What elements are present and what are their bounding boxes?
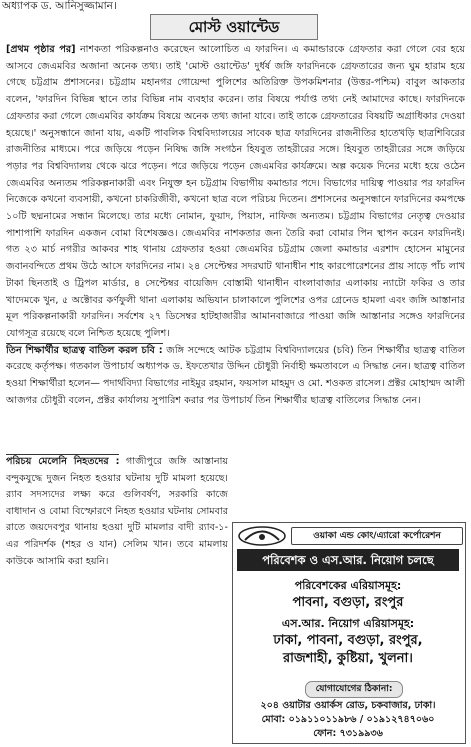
distributor-areas-heading: পরিবেশকের এরিয়াসমূহ: — [294, 579, 402, 592]
paragraph-2-text: জঙ্গি সন্দেহে আটক চট্টগ্রাম বিশ্ববিদ্যালয়ের (চবি) তিন শিক্ষার্থীর ছাত্রত্ব বাতিল করেছে কর্তৃপক্ষ। গতকাল উপাচার্য অধ্যাপক ড. ইফতেখার উদ্দিন চৌধুরী নির্বাহী ক্ষমতাবলে এ সিদ্ধান্ত নেন। ছাত্রত্ব বাতিল হওয়া শিক্ষার্থীরা হলেন— পদার্থবিদ্যা বিভাগের নাইমুর রহমান, ফয়সাল মাহমুদ ও মো. শওকত রাসেল। প্রক্টর মোহাম্মদ আলী আজগর চৌধুরী বলেন, প্রক্টর কার্যালয় সুপারিশ করার পর উপাচার্য তিন শিক্ষার্থীর ছাত্রত্ব বাতিলের সিদ্ধান্ত নেন। — [6, 344, 465, 406]
subheading-cu-expulsion: তিন শিক্ষার্থীর ছাত্রত্ব বাতিল করল চবি : — [6, 344, 163, 356]
ad-company-name: ওয়াকা এন্ড কোং/এ্যারো কর্পোরেশন — [291, 527, 463, 545]
continued-from-front-label: [প্রথম পৃষ্ঠার পর] — [6, 44, 76, 55]
paragraph-1-text: নাশকতা পরিকল্পনাও করেছেন আলোচিত এ ফারদিন। এ কমান্ডারকে গ্রেফতার করা গেলে বের হয়ে আসবে জেএমবির অজানা অনেক তথ্য। তাই 'মোস্ট ওয়ান্টেড' দুর্ধর্ষ জঙ্গি ফারদিনকে গ্রেফতারের জন্য ঘুম হারাম হয়ে গেছে চট্টগ্রাম প্রশাসনের। চট্টগ্রাম মহানগর গোয়েন্দা পুলিশের অতিরিক্ত উপকমিশনার (উত্তর-পশ্চিম) বাবুল আকতার বলেন, 'ফারদিন বিভিন্ন স্থানে তার বিভিন্ন নাম ব্যবহার করেন। তার বিষয়ে পর্যাপ্ত তথ্য নেই আমাদের কাছে। ফারদিনকে গ্রেফতার করা গেলে জেএমবির কার্যক্রম বিষয়ে অনেক তথ্য জানা যাবে। তাই তাকে গ্রেফতারের বিষয়টি অগ্রাধিকার দেওয়া হয়েছে।' অনুসন্ধানে জানা যায়, একটি পাবলিক বিশ্ববিদ্যালয়ের সাবেক ছাত্র ফারদিনের রাজনীতির হাতেখড়ি ছাত্রশিবিরের রাজনীতির মাধ্যমে। পরে জড়িয়ে পড়েন নিষিদ্ধ জঙ্গি সংগঠন হিযবুত তাহরীরের সঙ্গে। হিযবুত তাহরীরের সঙ্গে জড়িয়ে পড়ার পর বিশ্ববিদ্যালয় থেকে ঝরে পড়েন। পরে জড়িয়ে পড়েন জেএমবির কার্যক্রমে। অল্প কয়েক দিনের মধ্যে হয়ে ওঠেন জেএমবির অন্যতম পরিকল্পনাকারী এবং নিযুক্ত হন চট্টগ্রাম বিভাগীয় কমান্ডার পদে। বিভাগের দায়িত্ব পাওয়ার পর ফারদিন নিজেকে কখনো ব্যবসায়ী, কখনো চাকরিজীবী, কখনো ছাত্র বলে পরিচয় দিতেন। প্রশাসনের অনুসন্ধানে ফারদিনের কমপক্ষে ১০টি ছদ্মনামের সন্ধান মিলেছে। তার মধ্যে নোমান, ফুয়াদ, পিয়াস, নাফিজ অন্যতম। চট্টগ্রাম বিভাগের নেতৃত্ব দেওয়ার পাশাপাশি ফারদিন একজন বোমা বিশেষজ্ঞও। জেএমবির নাশকতার জন্য তৈরি করা বোমার পিন স্থাপন করেন ফারদিনই। গত ২৩ মার্চ নগরীর আকবর শাহ থানায় গ্রেফতার হওয়া জেএমবির চট্টগ্রাম জেলা কমান্ডার এরশাদ হোসেন মামুনের জবানবন্দিতে প্রথম উঠে আসে ফারদিনের নাম। ২৪ সেপ্টেম্বর সদরঘাট থানাধীন শাহ কারপোরেশনের প্রায় সাড়ে পাঁচ লাখ টাকা ছিনতাই ও ট্রিপল মার্ডার, ৪ সেপ্টেম্বর বায়েজিদ বোস্তামী থানাধীন বাংলাবাজার এলাকায় ন্যাটো ফকির ও তার খাদেমকে খুন, ৫ অক্টোবর কর্ণফুলী থানা এলাকায় অভিযান চালাকালে পুলিশের ওপর গ্রেনেড হামলা এবং জঙ্গি আস্তানার মূল পরিকল্পনাকারী ফারদিন। সর্বশেষ ২৭ ডিসেম্বর হাটহাজারীর আমানবাজারে পাওয়া জঙ্গি আস্তানার সঙ্গেও ফারদিনের যোগসূত্র রয়েছে বলে নিশ্চিত হয়েছে পুলিশ। — [6, 44, 465, 339]
ad-address: ২০৪ ওয়াটার ওয়ার্কস রোড, চকবাজার, ঢাকা। — [260, 700, 436, 711]
previous-article-author: অধ্যাপক ড. আনিসুজ্জামান। — [2, 0, 117, 12]
article-body — [6, 42, 465, 452]
headline: মোস্ট ওয়ান্টেড — [150, 14, 318, 40]
paragraph-3-text: গাজীপুরে জঙ্গি আস্তানায় বন্দুকযুদ্ধে দুজন নিহত হওয়ার ঘটনায় দুটি মামলা হয়েছে। র‌্যাব সদস্যদের লক্ষ্য করে গুলিবর্ষণ, সরকারি কাজে বাধাদান ও বোমা বিস্ফোরণে নিহত হওয়ার ঘটনায় সোমবার রাতে জয়দেবপুর থানায় হওয়া দুটি মামলার বাদী র‌্যাব-১-এর পরিদর্শক (শহর ও যান) সেলিম খান। তবে মামলায় কাউকে আসামি করা হয়নি। — [6, 456, 228, 567]
ad-phone: ফোন: ৭৩১৯৯৩৬ — [313, 728, 383, 739]
article-paragraph-1 — [6, 42, 465, 343]
distributor-areas: পাবনা, বগুড়া, রংপুর — [292, 595, 404, 610]
contact-label: যোগাযোগের ঠিকানা: — [305, 681, 403, 698]
sr-areas-line-1: ঢাকা, পাবনা, বগুড়া, রংপুর, — [273, 633, 423, 648]
article-paragraph-3 — [6, 454, 228, 570]
sr-areas-heading: এস.আর. নিয়োগ এরিয়াসমূহ: — [281, 617, 415, 630]
ad-banner: পরিবেশক ও এস.আর. নিয়োগ চলছে — [237, 549, 459, 571]
article-paragraph-2 — [6, 343, 465, 410]
sr-areas-line-2: রাজশাহী, কুষ্টিয়া, খুলনা। — [283, 651, 413, 666]
company-logo — [237, 525, 287, 547]
article-left-column — [6, 454, 228, 744]
subheading-unidentified: পরিচয় মেলেনি নিহতদের : — [6, 456, 120, 467]
advertisement — [232, 522, 466, 744]
ad-mobile: মোবা: ০১৯১১০১১৯৮৬ / ০১৯১২৭৪৭০৬০ — [261, 714, 435, 725]
